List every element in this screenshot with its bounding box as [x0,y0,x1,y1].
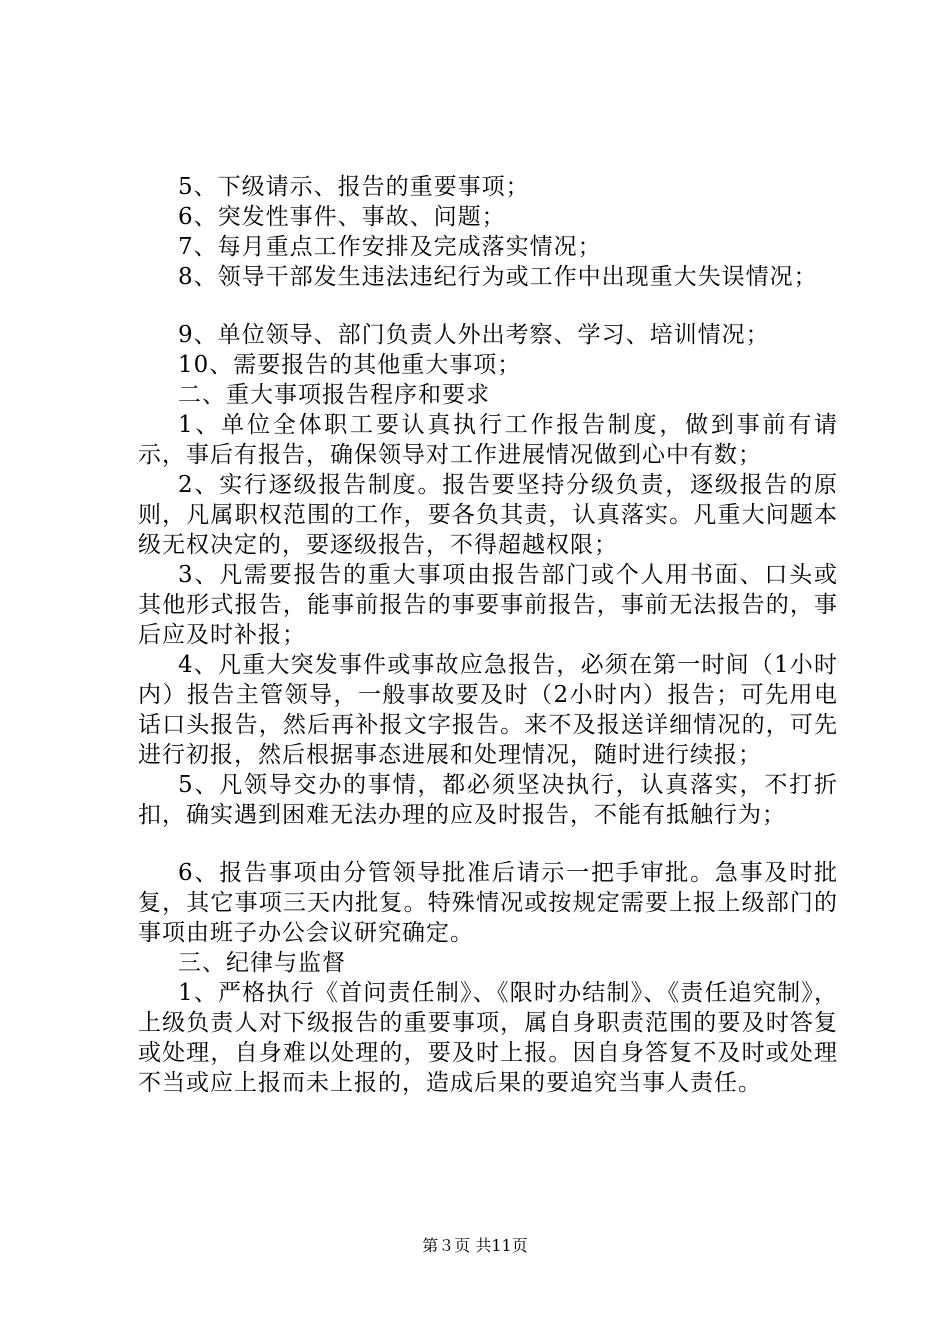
section2-paragraph-4: 4、凡重大突发事件或事故应急报告，必须在第一时间（1小时内）报告主管领导，一般事故要及时（2小时内）报告；可先用电话口头报告，然后再补报文字报告。来不及报送详细情况的，可先进行初报，然后根据事态进展和处理情况，随时进行续报； [138,652,838,768]
section2-paragraph-6: 6、报告事项由分管领导批准后请示一把手审批。急事及时批复，其它事项三天内批复。特殊情况或按规定需要上报上级部门的事项由班子办公会议研究确定。 [138,860,838,946]
page-number-footer: 第３页 共11页 [422,1236,528,1255]
list-item-5: 5、下级请示、报告的重要事项； [178,174,530,200]
section2-paragraph-2: 2、实行逐级报告制度。报告要坚持分级负责，逐级报告的原则，凡属职权范围的工作，要各负其责，认真落实。凡重大问题本级无权决定的，要逐级报告，不得超越权限； [138,472,838,558]
document-body [138,172,838,1098]
list-item-10: 10、需要报告的其他重大事项； [178,352,522,378]
list-item-7: 7、每月重点工作安排及完成落实情况； [178,234,602,260]
section3-paragraph-1: 1、严格执行《首问责任制》、《限时办结制》、《责任追究制》，上级负责人对下级报告的重要事项，属自身职责范围的要及时答复或处理，自身难以处理的，要及时上报。因自身答复不及时或处理不当或应上报而未上报的，造成后果的要追究当事人责任。 [138,980,838,1096]
list-item-6: 6、突发性事件、事故、问题； [178,204,506,230]
section-heading-3: 三、纪律与监督 [178,950,346,976]
list-item-9: 9、单位领导、部门负责人外出考察、学习、培训情况； [178,322,770,348]
section2-paragraph-3: 3、凡需要报告的重大事项由报告部门或个人用书面、口头或其他形式报告，能事前报告的事要事前报告，事前无法报告的，事后应及时补报； [138,562,838,648]
list-item-8: 8、领导干部发生违法违纪行为或工作中出现重大失误情况； [178,264,818,290]
section2-paragraph-1: 1、单位全体职工要认真执行工作报告制度，做到事前有请示，事后有报告，确保领导对工作进展情况做到心中有数； [138,412,838,468]
section-heading-2: 二、重大事项报告程序和要求 [178,382,490,408]
section2-paragraph-5: 5、凡领导交办的事情，都必须坚决执行，认真落实，不打折扣，确实遇到困难无法办理的应及时报告，不能有抵触行为； [138,772,838,828]
